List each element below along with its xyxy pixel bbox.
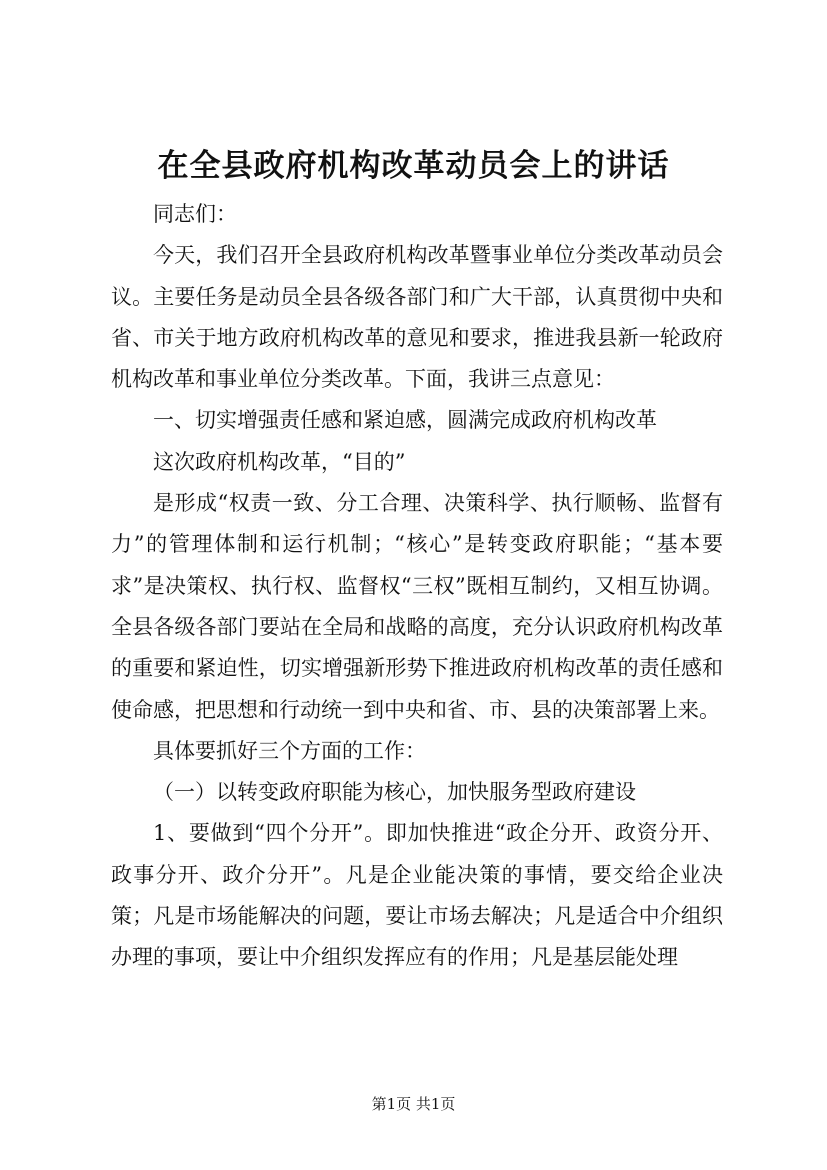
salutation: 同志们： bbox=[153, 202, 237, 226]
paragraph-tasks-intro: 具体要抓好三个方面的工作： bbox=[153, 738, 426, 763]
document-title: 在全县政府机构改革动员会上的讲话 bbox=[157, 148, 670, 184]
paragraph-purpose: 这次政府机构改革，“目的” bbox=[153, 449, 406, 474]
paragraph-four-separations: 1、要做到“四个分开”。即加快推进“政企分开、政资分开、政事分开、政介分开”。凡是企业能决策的事情，要交给企业决策；凡是市场能解决的问题，要让市场去解决；凡是适合中介组织办理的事项，要让中介组织发挥应有的作用；凡是基层能处理 bbox=[111, 821, 723, 970]
paragraph-goals: 是形成“权责一致、分工合理、决策科学、执行顺畅、监督有力”的管理体制和运行机制；“核心”是转变政府职能；“基本要求”是决策权、执行权、监督权“三权”既相互制约，又相互协调。全县各级各部门要站在全局和战略的高度，充分认识政府机构改革的重要和紧迫性，切实增强新形势下推进政府机构改革的责任感和使命感，把思想和行动统一到中央和省、市、县的决策部署上来。 bbox=[111, 491, 723, 722]
paragraph-intro: 今天，我们召开全县政府机构改革暨事业单位分类改革动员会议。主要任务是动员全县各级各部门和广大干部，认真贯彻中央和省、市关于地方政府机构改革的意见和要求，推进我县新一轮政府机构改革和事业单位分类改革。下面，我讲三点意见： bbox=[111, 243, 723, 392]
document-body bbox=[111, 194, 723, 979]
section-heading-1: 一、切实增强责任感和紧迫感，圆满完成政府机构改革 bbox=[153, 408, 657, 433]
subsection-heading-1: （一）以转变政府职能为核心，加快服务型政府建设 bbox=[153, 780, 636, 805]
page-footer: 第1页 共1页 bbox=[371, 1095, 456, 1113]
